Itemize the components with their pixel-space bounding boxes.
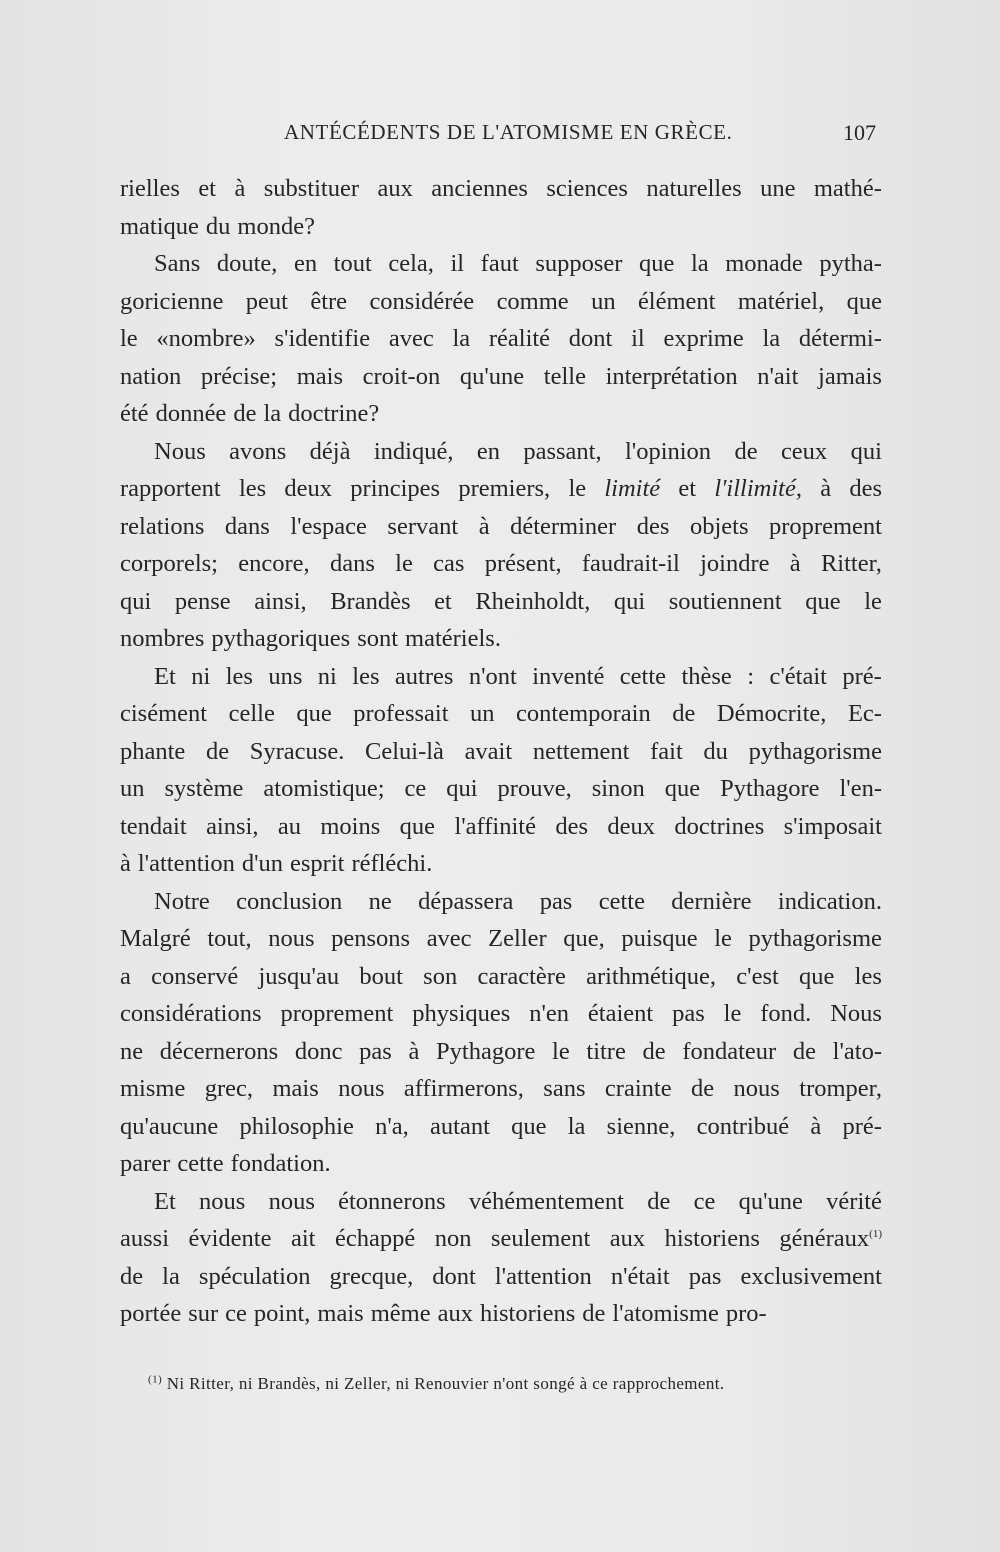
text-line: rielles et à substituer aux anciennes sciences naturelles une mathé- bbox=[120, 175, 882, 202]
text-line: tendait ainsi, au moins que l'affinité des deux doctrines s'imposait bbox=[120, 812, 882, 840]
text-line: Nous avons déjà indiqué, en passant, l'opinion de ceux qui bbox=[154, 437, 882, 465]
text-line: nation précise; mais croit-on qu'une telle interprétation n'ait jamais bbox=[120, 362, 882, 390]
text-line: cisément celle que professait un contemporain de Démocrite, Ec- bbox=[120, 700, 882, 727]
running-title: ANTÉCÉDENTS DE L'ATOMISME EN GRÈCE. bbox=[284, 120, 733, 144]
footnote bbox=[148, 1374, 725, 1394]
text-line: rapportent les deux principes premiers, le limité et l'illimité, à des bbox=[120, 475, 882, 502]
text-line: à l'attention d'un esprit réfléchi. bbox=[120, 850, 433, 877]
text-line: corporels; encore, dans le cas présent, faudrait-il joindre à Ritter, bbox=[120, 550, 882, 577]
text-line: Et ni les uns ni les autres n'ont inventé cette thèse : c'était pré- bbox=[154, 662, 882, 690]
body-text bbox=[120, 170, 882, 1333]
text-line: Et nous nous étonnerons véhémentement de ce qu'une vérité bbox=[154, 1187, 882, 1215]
text-line: relations dans l'espace servant à déterminer des objets proprement bbox=[120, 512, 882, 540]
text-line: de la spéculation grecque, dont l'attention n'était pas exclusivement bbox=[120, 1262, 882, 1290]
text-line: le «nombre» s'identifie avec la réalité dont il exprime la détermi- bbox=[120, 325, 882, 352]
text-line: considérations proprement physiques n'en étaient pas le fond. Nous bbox=[120, 1000, 882, 1027]
footnote-text: Ni Ritter, ni Brandès, ni Zeller, ni Renouvier n'ont songé à ce rapprochement. bbox=[166, 1374, 725, 1393]
footnote-marker: (1) bbox=[148, 1373, 163, 1386]
text-line: nombres pythagoriques sont matériels. bbox=[120, 625, 501, 652]
text-line: Notre conclusion ne dépassera pas cette dernière indication. bbox=[154, 887, 882, 915]
text-line: aussi évidente ait échappé non seulement aux historiens généraux$^{(1)}$ bbox=[120, 1225, 882, 1252]
page-number: 107 bbox=[843, 120, 876, 145]
text-line: Sans doute, en tout cela, il faut supposer que la monade pytha- bbox=[154, 250, 882, 277]
text-line: ne décernerons donc pas à Pythagore le titre de fondateur de l'ato- bbox=[120, 1037, 882, 1065]
text-line: Malgré tout, nous pensons avec Zeller que, puisque le pythagorisme bbox=[120, 925, 882, 952]
page-header bbox=[120, 120, 880, 160]
text-line: matique du monde? bbox=[120, 212, 315, 240]
text-line: misme grec, mais nous affirmerons, sans crainte de nous tromper, bbox=[120, 1075, 882, 1102]
text-line: goricienne peut être considérée comme un élément matériel, que bbox=[120, 287, 882, 315]
text-line: qu'aucune philosophie n'a, autant que la sienne, contribué à pré- bbox=[120, 1112, 882, 1140]
text-line: a conservé jusqu'au bout son caractère arithmétique, c'est que les bbox=[120, 962, 882, 990]
text-line: un système atomistique; ce qui prouve, sinon que Pythagore l'en- bbox=[120, 775, 882, 802]
text-line: phante de Syracuse. Celui-là avait nettement fait du pythagorisme bbox=[120, 737, 882, 765]
text-line: été donnée de la doctrine? bbox=[120, 400, 380, 427]
text-line: parer cette fondation. bbox=[120, 1150, 331, 1177]
text-line: portée sur ce point, mais même aux historiens de l'atomisme pro- bbox=[120, 1300, 767, 1327]
text-line: qui pense ainsi, Brandès et Rheinholdt, qui soutiennent que le bbox=[120, 587, 882, 615]
